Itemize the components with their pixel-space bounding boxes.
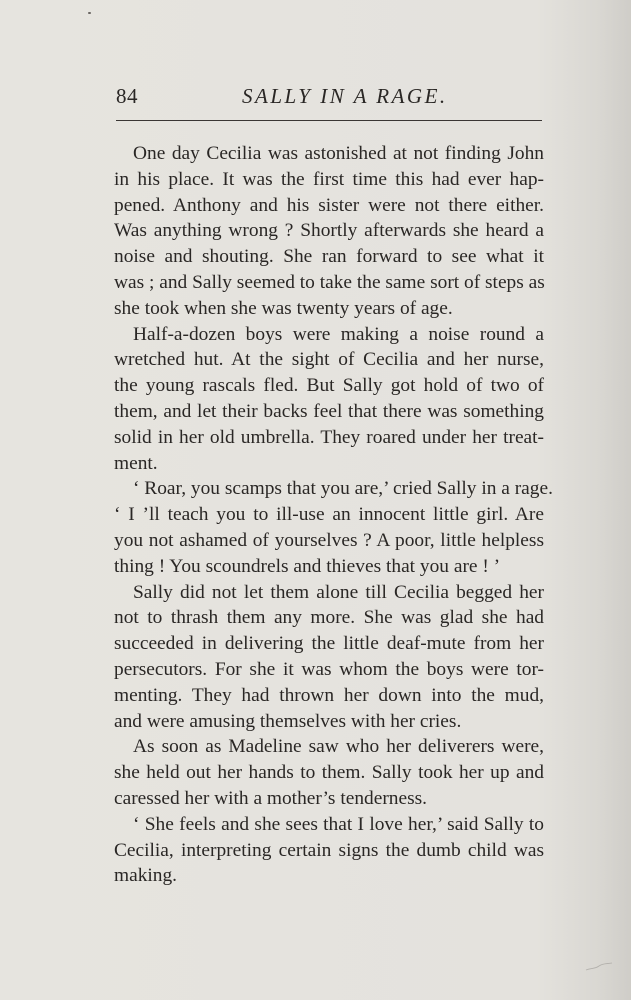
text-line: noise and shouting. She ran forward to see what it xyxy=(114,246,544,268)
text-line: Was anything wrong ? Shortly afterwards she heard a xyxy=(114,220,544,242)
text-line: them, and let their backs feel that there was something xyxy=(114,400,544,422)
text-line: she took when she was twenty years of age. xyxy=(114,297,453,319)
text-line: Sally did not let them alone till Cecilia begged her xyxy=(133,581,544,603)
pencil-mark xyxy=(585,962,613,972)
text-line: was ; and Sally seemed to take the same sort of steps as xyxy=(114,271,545,293)
page-number: 84 xyxy=(116,84,138,108)
text-line: in his place. It was the first time this had ever hap- xyxy=(114,168,544,190)
text-line: Cecilia, interpreting certain signs the dumb child was xyxy=(114,839,544,861)
text-line: pened. Anthony and his sister were not there either. xyxy=(114,194,544,216)
text-line: solid in her old umbrella. They roared under her treat- xyxy=(114,426,544,448)
text-line: One day Cecilia was astonished at not finding John xyxy=(133,143,544,164)
text-line: you not ashamed of yourselves ? A poor, little helpless xyxy=(114,529,544,551)
text-line: wretched hut. At the sight of Cecilia and her nurse, xyxy=(114,349,544,371)
text-line: making. xyxy=(114,865,178,887)
text-line: and were amusing themselves with her cries. xyxy=(114,710,462,732)
text-line: the young rascals fled. But Sally got hold of two of xyxy=(114,375,544,397)
text-line: As soon as Madeline saw who her deliverers were, xyxy=(133,736,544,758)
paper-speck xyxy=(88,12,91,14)
running-head: SALLY IN A RAGE. xyxy=(242,84,448,108)
text-line: ‘ She feels and she sees that I love her,’ said Sally to xyxy=(133,813,544,835)
text-line: ‘ I ’ll teach you to ill-use an innocent little girl. Are xyxy=(114,504,544,526)
text-line: ‘ Roar, you scamps that you are,’ cried Sally in a rage. xyxy=(133,478,553,500)
text-line: persecutors. For she it was whom the boys were tor- xyxy=(114,658,544,680)
body-text xyxy=(114,141,553,889)
text-line: she held out her hands to them. Sally took her up and xyxy=(114,762,544,784)
header-rule xyxy=(116,120,542,121)
page-header xyxy=(116,84,542,114)
text-line: caressed her with a mother’s tenderness. xyxy=(114,787,428,809)
text-line: not to thrash them any more. She was glad she had xyxy=(114,607,544,629)
text-line: ment. xyxy=(114,452,158,474)
text-line: menting. They had thrown her down into the mud, xyxy=(114,684,544,706)
text-line: thing ! You scoundrels and thieves that you are ! ’ xyxy=(114,555,501,577)
text-line: succeeded in delivering the little deaf-mute from her xyxy=(114,633,544,655)
text-line: Half-a-dozen boys were making a noise round a xyxy=(133,323,544,345)
